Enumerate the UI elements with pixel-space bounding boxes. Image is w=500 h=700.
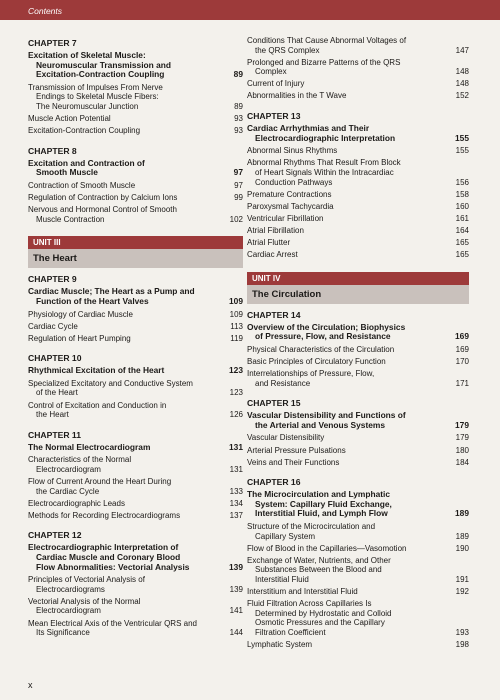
page-ref: 165 — [455, 250, 469, 260]
entry-line: Cardiac Arrhythmias and Their — [247, 123, 370, 134]
entry-title — [247, 202, 447, 212]
entry-line: Vectorial Analysis of the Normal — [28, 596, 141, 606]
chapter-heading: CHAPTER 16 — [247, 477, 301, 488]
toc-entry[interactable] — [28, 499, 243, 509]
entry-title — [247, 58, 447, 77]
entry-line: Nervous and Hormonal Control of Smooth — [28, 205, 177, 215]
entry-line: Abnormalities in the T Wave — [247, 91, 347, 101]
entry-title — [28, 193, 221, 203]
chapter-title[interactable] — [28, 159, 243, 178]
entry-title — [28, 619, 221, 638]
entry-line: the Heart — [36, 410, 69, 420]
entry-title — [28, 597, 221, 616]
page-ref: 152 — [455, 91, 469, 101]
page-ref: 141 — [229, 606, 243, 616]
page-ref: 139 — [229, 561, 243, 572]
entry-line: Electrocardiograms — [36, 584, 105, 594]
page-ref: 184 — [455, 457, 469, 467]
entry-title — [247, 158, 447, 187]
page-ref: 134 — [229, 498, 243, 508]
entry-line: Basic Principles of Circulatory Function — [247, 356, 386, 366]
entry-line: Conduction Pathways — [255, 177, 333, 187]
entry-line: The Normal Electrocardiogram — [28, 441, 151, 452]
unit-banner — [247, 272, 469, 304]
entry-line: Filtration Coefficient — [255, 627, 326, 637]
entry-title — [28, 322, 221, 332]
toc-entry[interactable] — [28, 401, 243, 420]
entry-line: Abnormal Rhythms That Result From Block — [247, 158, 401, 168]
toc-entry[interactable] — [247, 202, 469, 212]
page-ref: 155 — [455, 132, 469, 143]
chapter-title-text — [28, 51, 221, 80]
chapter-title[interactable] — [28, 51, 243, 80]
toc-entry[interactable] — [247, 190, 469, 200]
toc-entry[interactable] — [247, 36, 469, 55]
entry-title — [247, 522, 447, 541]
page-ref: 158 — [455, 189, 469, 199]
page-ref: 148 — [455, 79, 469, 89]
entry-line: Ventricular Fibrillation — [247, 213, 324, 223]
entry-line: Interstitium and Interstitial Fluid — [247, 587, 358, 597]
chapter-title-text — [247, 490, 447, 519]
entry-title — [28, 575, 221, 594]
page-ref: 89 — [233, 69, 243, 80]
entry-title — [247, 250, 447, 260]
chapter-heading: CHAPTER 7 — [28, 38, 77, 48]
toc-entry[interactable] — [247, 214, 469, 224]
page-ref: 137 — [229, 510, 243, 520]
entry-line: Regulation of Contraction by Calcium Ions — [28, 193, 178, 203]
toc-entry[interactable] — [247, 522, 469, 541]
entry-title — [247, 91, 447, 101]
page-ref: 109 — [229, 309, 243, 319]
toc-entry[interactable] — [28, 310, 243, 320]
entry-title — [28, 310, 221, 320]
entry-line: Complex — [255, 67, 287, 77]
toc-entry[interactable] — [247, 446, 469, 456]
entry-line: Fluid Filtration Across Capillaries Is — [247, 599, 372, 609]
page-ref: 148 — [455, 67, 469, 77]
toc-entry[interactable] — [247, 158, 469, 187]
entry-title — [247, 36, 447, 55]
entry-line: Capillary System — [255, 531, 316, 541]
page-ref: 179 — [455, 433, 469, 443]
entry-title — [28, 511, 221, 521]
page-ref: 161 — [455, 213, 469, 223]
page-number: x — [28, 680, 33, 690]
chapter-heading: CHAPTER 8 — [28, 145, 77, 156]
page-ref: 198 — [455, 640, 469, 650]
entry-line: Premature Contractions — [247, 189, 332, 199]
page-ref: 169 — [455, 331, 469, 342]
entry-line: Excitation of Skeletal Muscle: — [28, 50, 146, 60]
running-head: Contents — [0, 0, 500, 20]
chapter-heading: CHAPTER 15 — [247, 398, 301, 409]
entry-title — [247, 544, 447, 554]
entry-title — [247, 446, 447, 456]
chapter-title[interactable] — [247, 323, 469, 342]
toc-entry[interactable] — [28, 126, 243, 136]
toc-entry[interactable] — [247, 369, 469, 388]
chapter-heading: CHAPTER 9 — [28, 274, 77, 285]
toc-entry[interactable] — [28, 322, 243, 332]
entry-title — [247, 599, 447, 637]
toc-entry[interactable] — [247, 91, 469, 101]
entry-title — [247, 357, 447, 367]
toc-entry[interactable] — [247, 587, 469, 597]
entry-title — [28, 334, 221, 344]
toc-entry[interactable] — [28, 511, 243, 521]
entry-line: System: Capillary Fluid Exchange, — [255, 498, 392, 509]
entry-line: Physical Characteristics of the Circulation — [247, 344, 395, 354]
chapter-heading: CHAPTER 14 — [247, 309, 301, 320]
entry-line: Substances Between the Blood and — [255, 565, 382, 575]
chapter-title-text — [247, 124, 447, 143]
page-ref: 192 — [455, 587, 469, 597]
entry-line: Electrocardiographic Leads — [28, 498, 125, 508]
page-ref: 113 — [230, 321, 243, 331]
entry-title — [247, 640, 447, 650]
page-ref: 189 — [455, 531, 469, 541]
entry-title — [247, 146, 447, 156]
entry-title — [247, 433, 447, 443]
page-ref: 123 — [229, 388, 243, 398]
page-ref: 139 — [229, 584, 243, 594]
page-ref: 99 — [234, 193, 243, 203]
entry-line: Osmotic Pressures and the Capillary — [255, 618, 385, 628]
entry-line: Cardiac Muscle; The Heart as a Pump and — [28, 286, 195, 297]
toc-column-left — [28, 38, 243, 640]
entry-line: Flow of Current Around the Heart During — [28, 477, 172, 487]
page-ref: 93 — [234, 126, 243, 136]
entry-line: Flow of Blood in the Capillaries—Vasomotion — [247, 543, 407, 553]
page-ref: 97 — [233, 167, 243, 178]
toc-entry[interactable] — [28, 597, 243, 616]
toc-entry[interactable] — [28, 181, 243, 191]
toc-entry[interactable] — [28, 575, 243, 594]
page-ref: 93 — [234, 114, 243, 124]
entry-title — [28, 477, 221, 496]
toc-entry[interactable] — [28, 193, 243, 203]
toc-entry[interactable] — [28, 455, 243, 474]
toc-column-right — [247, 36, 469, 652]
chapter-title-text — [247, 411, 447, 430]
entry-line: Mean Electrical Axis of the Ventricular QRS and — [28, 618, 197, 628]
entry-line: Conditions That Cause Abnormal Voltages of — [247, 36, 407, 45]
toc-entry[interactable] — [247, 599, 469, 637]
entry-line: Veins and Their Functions — [247, 457, 340, 467]
toc-entry[interactable] — [247, 458, 469, 468]
page-ref: 171 — [455, 378, 469, 388]
toc-entry[interactable] — [28, 83, 243, 112]
chapter-title[interactable] — [247, 490, 469, 519]
entry-line: the Cardiac Cycle — [36, 486, 100, 496]
chapter-title[interactable] — [28, 287, 243, 306]
chapter-title[interactable] — [247, 124, 469, 143]
entry-line: Prolonged and Bizarre Patterns of the QRS — [247, 57, 401, 67]
entry-line: Muscle Action Potential — [28, 114, 111, 124]
page-ref: 170 — [455, 356, 469, 366]
chapter-title-text — [28, 287, 221, 306]
page-ref: 126 — [229, 410, 243, 420]
entry-line: The Neuromuscular Junction — [36, 101, 139, 111]
toc-entry[interactable] — [247, 640, 469, 650]
toc-entry[interactable] — [247, 58, 469, 77]
entry-line: Its Significance — [36, 628, 90, 638]
entry-title — [28, 83, 221, 112]
page-ref: 179 — [455, 419, 469, 430]
toc-entry[interactable] — [247, 357, 469, 367]
page-ref: 190 — [455, 543, 469, 553]
entry-line: Transmission of Impulses From Nerve — [28, 82, 163, 92]
page-ref: 123 — [229, 365, 243, 376]
chapter-title-text — [247, 323, 447, 342]
toc-entry[interactable] — [247, 226, 469, 236]
entry-line: Excitation-Contraction Coupling — [36, 69, 165, 80]
entry-line: the Arterial and Venous Systems — [255, 419, 386, 430]
entry-line: Paroxysmal Tachycardia — [247, 201, 334, 211]
entry-title — [247, 345, 447, 355]
page-ref: 147 — [455, 45, 469, 55]
entry-title — [28, 205, 221, 224]
page-ref: 102 — [229, 214, 243, 224]
chapter-heading: CHAPTER 11 — [28, 429, 82, 440]
entry-line: Current of Injury — [247, 79, 305, 89]
entry-line: Cardiac Cycle — [28, 321, 78, 331]
toc-entry[interactable] — [28, 379, 243, 398]
entry-line: Overview of the Circulation; Biophysics — [247, 321, 406, 332]
entry-line: the QRS Complex — [255, 45, 320, 55]
entry-line: Abnormal Sinus Rhythms — [247, 146, 338, 156]
toc-entry[interactable] — [247, 146, 469, 156]
entry-line: Specialized Excitatory and Conductive System — [28, 378, 193, 388]
page-ref: 191 — [455, 574, 469, 584]
entry-line: Principles of Vectorial Analysis of — [28, 575, 145, 585]
entry-title — [247, 458, 447, 468]
page-ref: 169 — [455, 344, 469, 354]
entry-line: Function of the Heart Valves — [36, 295, 149, 306]
page-ref: 131 — [229, 441, 243, 452]
toc-entry[interactable] — [247, 345, 469, 355]
entry-line: Electrocardiographic Interpretation — [255, 132, 396, 143]
entry-title — [28, 181, 221, 191]
entry-line: Cardiac Arrest — [247, 250, 298, 260]
entry-title — [28, 455, 221, 474]
entry-line: Electrocardiogram — [36, 464, 101, 474]
page-ref: 89 — [234, 101, 243, 111]
entry-line: Electrocardiographic Interpretation of — [28, 542, 179, 553]
entry-title — [28, 499, 221, 509]
page-ref: 133 — [229, 486, 243, 496]
entry-line: Interstitial Fluid — [255, 574, 309, 584]
entry-title — [28, 401, 221, 420]
toc-entry[interactable] — [247, 433, 469, 443]
chapter-title-text — [28, 159, 221, 178]
entry-title — [28, 126, 221, 136]
entry-line: Atrial Fibrillation — [247, 225, 304, 235]
unit-label: UNIT IV — [247, 272, 469, 285]
entry-line: Electrocardiogram — [36, 606, 101, 616]
page-ref: 144 — [229, 628, 243, 638]
entry-line: Rhythmical Excitation of the Heart — [28, 365, 165, 376]
entry-title — [28, 379, 221, 398]
entry-title — [247, 587, 447, 597]
page-ref: 109 — [229, 295, 243, 306]
entry-line: Control of Excitation and Conduction in — [28, 400, 167, 410]
unit-label: UNIT III — [28, 236, 243, 249]
entry-line: Contraction of Smooth Muscle — [28, 180, 136, 190]
entry-line: Muscle Contraction — [36, 214, 105, 224]
entry-line: The Microcirculation and Lymphatic — [247, 489, 391, 500]
entry-title — [247, 226, 447, 236]
toc-entry[interactable] — [28, 477, 243, 496]
toc-entry[interactable] — [247, 79, 469, 89]
toc-entry[interactable] — [28, 619, 243, 638]
toc-entry[interactable] — [247, 250, 469, 260]
page-ref: 155 — [455, 146, 469, 156]
entry-title — [247, 556, 447, 585]
chapter-title[interactable] — [28, 443, 243, 453]
page-ref: 180 — [455, 445, 469, 455]
unit-banner — [28, 236, 243, 268]
chapter-title-text — [28, 443, 221, 453]
entry-line: of Pressure, Flow, and Resistance — [255, 331, 391, 342]
entry-line: Regulation of Heart Pumping — [28, 333, 131, 343]
entry-line: Neuromuscular Transmission and — [36, 59, 171, 70]
page-ref: 119 — [230, 333, 243, 343]
chapter-title-text — [28, 366, 221, 376]
entry-line: Vascular Distensibility — [247, 433, 325, 443]
chapter-heading: CHAPTER 10 — [28, 353, 82, 364]
page-ref: 165 — [455, 238, 469, 247]
toc-entry[interactable] — [247, 544, 469, 554]
entry-line: Endings to Skeletal Muscle Fibers: — [36, 92, 159, 102]
entry-line: Excitation and Contraction of — [28, 157, 145, 168]
entry-line: of Heart Signals Within the Intracardiac — [255, 167, 394, 177]
entry-title — [247, 369, 447, 388]
entry-title — [247, 214, 447, 224]
chapter-heading: CHAPTER 12 — [28, 530, 82, 541]
toc-entry[interactable] — [28, 205, 243, 224]
entry-line: Vascular Distensibility and Functions of — [247, 410, 406, 421]
page-ref: 131 — [229, 464, 243, 474]
entry-line: Interstitial Fluid, and Lymph Flow — [255, 508, 388, 519]
unit-title: The Circulation — [247, 285, 469, 304]
page-ref: 156 — [455, 177, 469, 187]
toc-entry[interactable] — [28, 334, 243, 344]
entry-line: Excitation-Contraction Coupling — [28, 126, 141, 136]
page-ref: 189 — [455, 508, 469, 519]
unit-title: The Heart — [28, 249, 243, 268]
entry-line: Interrelationships of Pressure, Flow, — [247, 369, 375, 379]
entry-line: Lymphatic System — [247, 640, 313, 650]
entry-line: Flow Abnormalities: Vectorial Analysis — [36, 561, 190, 572]
entry-line: Methods for Recording Electrocardiograms — [28, 510, 181, 520]
chapter-title-text — [28, 543, 221, 572]
entry-title — [247, 79, 447, 89]
chapter-title[interactable] — [28, 366, 243, 376]
page-ref: 97 — [234, 180, 243, 190]
entry-line: Exchange of Water, Nutrients, and Other — [247, 555, 391, 565]
entry-title — [28, 114, 221, 124]
entry-line: Structure of the Microcirculation and — [247, 522, 376, 531]
page-ref: 160 — [455, 201, 469, 211]
entry-line: Cardiac Muscle and Coronary Blood — [36, 552, 181, 562]
entry-line: Arterial Pressure Pulsations — [247, 445, 346, 455]
chapter-title[interactable] — [247, 411, 469, 430]
entry-line: Determined by Hydrostatic and Colloid — [255, 608, 392, 618]
toc-entry[interactable] — [28, 114, 243, 124]
entry-line: of the Heart — [36, 388, 78, 398]
entry-line: Characteristics of the Normal — [28, 455, 132, 465]
entry-line: Smooth Muscle — [36, 167, 98, 178]
page-ref: 193 — [455, 627, 469, 637]
chapter-title[interactable] — [28, 543, 243, 572]
entry-line: Atrial Flutter — [247, 238, 291, 247]
entry-line: and Resistance — [255, 378, 311, 388]
chapter-heading: CHAPTER 13 — [247, 111, 301, 122]
toc-entry[interactable] — [247, 238, 469, 248]
entry-title — [247, 190, 447, 200]
entry-line: Physiology of Cardiac Muscle — [28, 309, 133, 319]
entry-title — [247, 238, 447, 248]
toc-entry[interactable] — [247, 556, 469, 585]
page-ref: 164 — [455, 225, 469, 235]
